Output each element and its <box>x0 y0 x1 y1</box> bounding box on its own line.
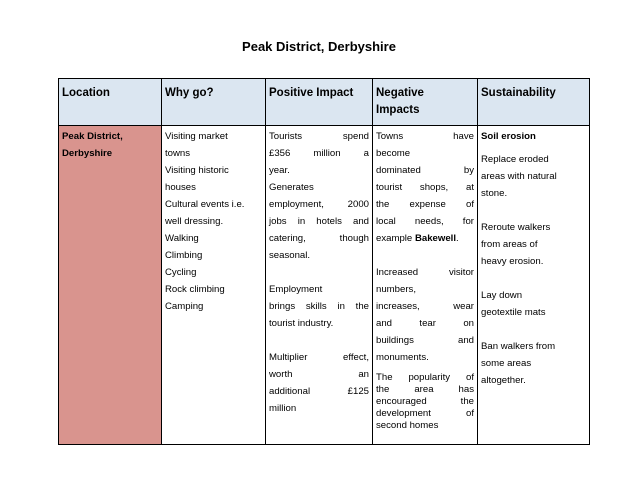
negative-line: monuments. <box>376 352 429 363</box>
negative-line: the area has <box>376 384 474 395</box>
negative-line-bakewell <box>376 230 474 247</box>
why-go-line: Walking <box>165 233 199 244</box>
negative-line: become <box>376 148 411 159</box>
why-go-line: houses <box>165 182 196 193</box>
positive-line: brings skills in the <box>269 301 369 312</box>
negative-line: The popularity of <box>376 372 474 383</box>
why-go-line: towns <box>165 148 191 159</box>
negative-line: local needs, for <box>376 216 474 227</box>
positive-line: additional £125 <box>269 386 369 397</box>
location-line: Derbyshire <box>62 148 113 159</box>
why-go-line: Cultural events i.e. <box>165 199 245 210</box>
negative-line: increases, wear <box>376 301 474 312</box>
header-negative-text: Negative Impacts <box>376 87 424 116</box>
why-go-line: well dressing. <box>165 216 224 227</box>
negative-line: development of <box>376 408 474 419</box>
spacer <box>376 247 474 264</box>
positive-line: seasonal. <box>269 250 311 261</box>
positive-line: Employment <box>269 284 323 295</box>
positive-line: Multiplier effect, <box>269 352 369 363</box>
sustainability-line: Replace eroded <box>481 154 549 165</box>
cell-location <box>59 126 162 445</box>
positive-line: employment, 2000 <box>269 199 369 210</box>
negative-line: dominated by <box>376 165 474 176</box>
sustainability-heading: Soil erosion <box>481 131 536 142</box>
spacer <box>481 321 586 338</box>
negative-line: numbers, <box>376 284 416 295</box>
sustainability-line: some areas <box>481 358 532 369</box>
negative-line: and tear on <box>376 318 474 329</box>
bakewell-label: Bakewell <box>414 233 457 244</box>
positive-line: year. <box>269 165 290 176</box>
negative-text: . <box>456 233 459 244</box>
cell-negative-impacts <box>373 126 478 445</box>
negative-line: Increased visitor <box>376 267 474 278</box>
cell-positive-impact <box>266 126 373 445</box>
negative-line: buildings and <box>376 335 474 346</box>
header-location: Location <box>59 79 162 126</box>
page-title: Peak District, Derbyshire <box>242 39 396 54</box>
sustainability-line: areas with natural <box>481 171 557 182</box>
negative-line: the expense of <box>376 199 474 210</box>
sustainability-line: geotextile mats <box>481 307 546 318</box>
why-go-line: Cycling <box>165 267 197 278</box>
spacer <box>269 264 369 281</box>
positive-line: jobs in hotels and <box>269 216 369 227</box>
sustainability-line: Reroute walkers <box>481 222 551 233</box>
positive-line: catering, though <box>269 233 369 244</box>
negative-text: example <box>376 233 415 244</box>
tourism-table <box>58 78 590 445</box>
header-positive-impact: Positive Impact <box>266 79 373 126</box>
table-row <box>59 126 590 445</box>
why-go-line: Visiting market <box>165 131 228 142</box>
cell-sustainability <box>478 126 590 445</box>
sustainability-line: altogether. <box>481 375 526 386</box>
positive-line: worth an <box>269 369 369 380</box>
positive-line: £356 million a <box>269 148 369 159</box>
why-go-line: Visiting historic <box>165 165 229 176</box>
why-go-line: Rock climbing <box>165 284 225 295</box>
header-row <box>59 79 590 126</box>
positive-line: Tourists spend <box>269 131 369 142</box>
negative-line: second homes <box>376 420 439 431</box>
spacer <box>481 202 586 219</box>
spacer <box>481 270 586 287</box>
spacer <box>269 332 369 349</box>
sustainability-line: Ban walkers from <box>481 341 556 352</box>
location-line: Peak District, <box>62 131 123 142</box>
header-sustainability: Sustainability <box>478 79 590 126</box>
sustainability-line: from areas of <box>481 239 538 250</box>
negative-line: tourist shops, at <box>376 182 474 193</box>
sustainability-line: stone. <box>481 188 508 199</box>
sustainability-line: heavy erosion. <box>481 256 544 267</box>
negative-line: encouraged the <box>376 396 474 407</box>
positive-line: tourist industry. <box>269 318 334 329</box>
why-go-line: Climbing <box>165 250 203 261</box>
positive-line: million <box>269 403 297 414</box>
header-why-go: Why go? <box>162 79 266 126</box>
why-go-line: Camping <box>165 301 204 312</box>
sustainability-line: Lay down <box>481 290 523 301</box>
header-negative-impacts <box>373 79 478 126</box>
cell-why-go <box>162 126 266 445</box>
positive-line: Generates <box>269 182 314 193</box>
negative-line: Towns have <box>376 131 474 142</box>
